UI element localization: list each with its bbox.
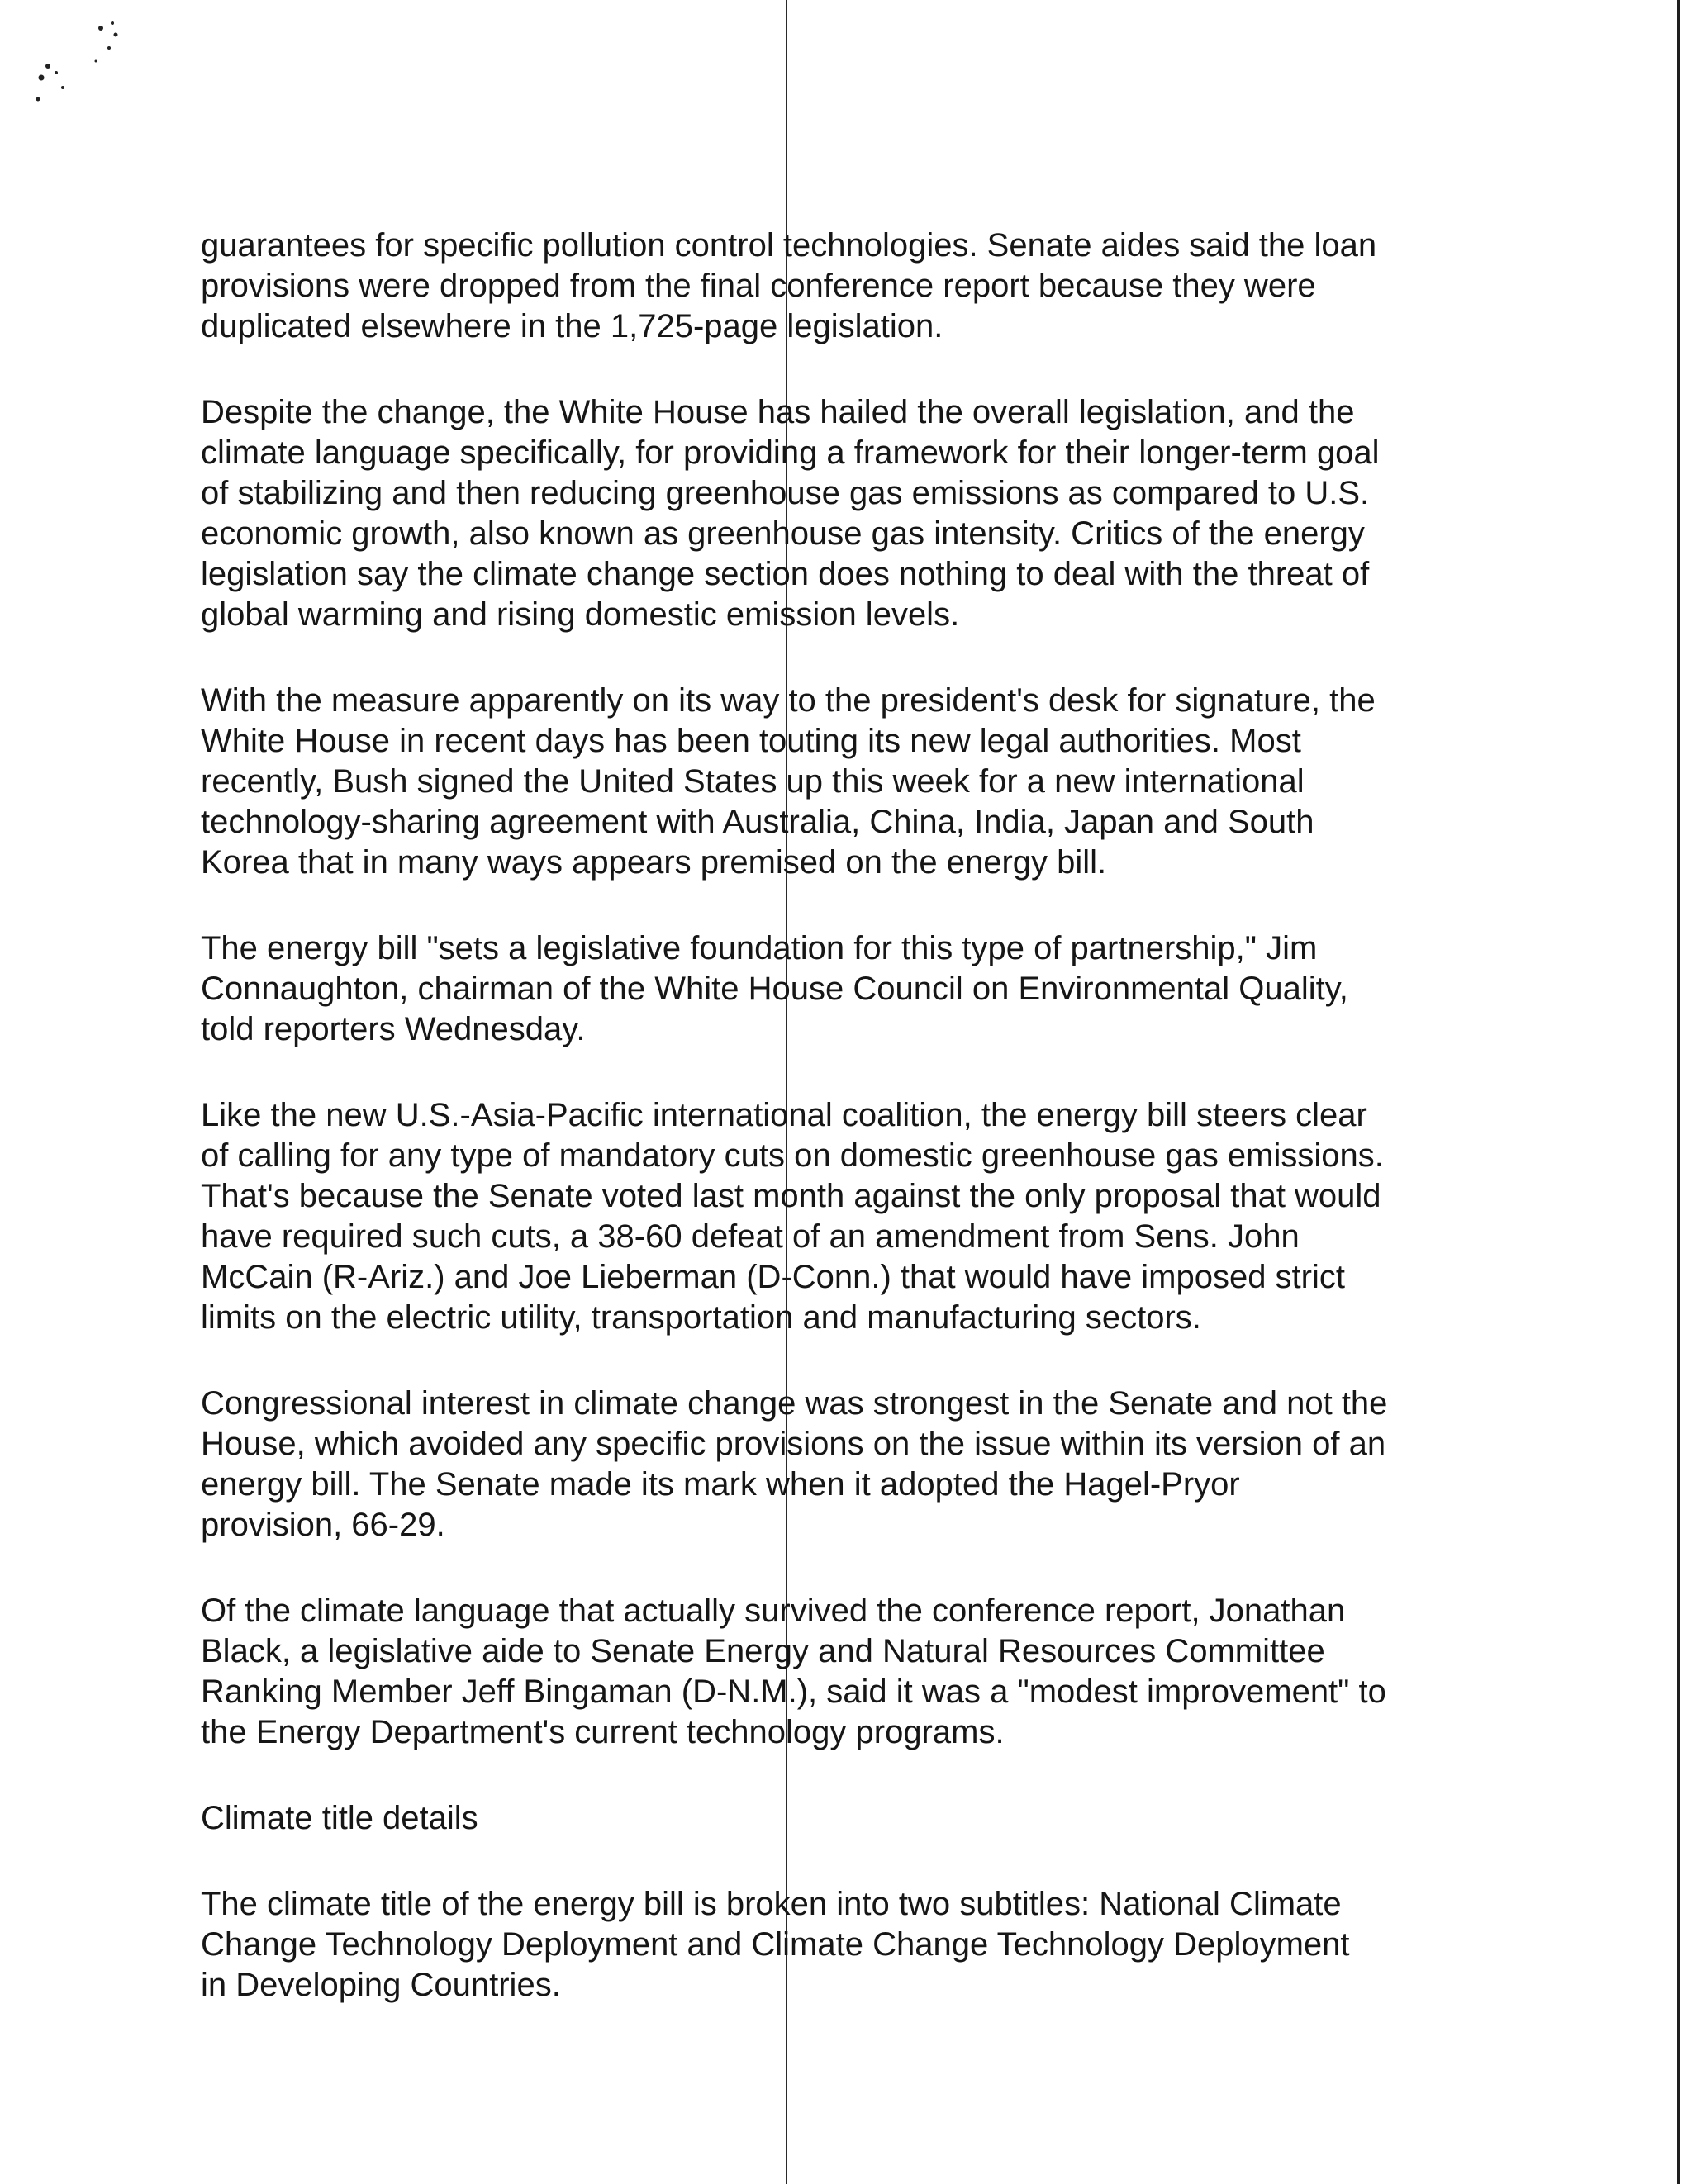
text-line: Congressional interest in climate change was strongest in the Senate and not the [201, 1385, 1388, 1422]
text-line: of stabilizing and then reducing greenhouse gas emissions as compared to U.S. [201, 475, 1370, 511]
text-line: Black, a legislative aide to Senate Energy and Natural Resources Committee [201, 1633, 1325, 1669]
speck [45, 64, 50, 69]
text-line: told reporters Wednesday. [201, 1011, 586, 1047]
text-line: Despite the change, the White House has hailed the overall legislation, and the [201, 394, 1355, 430]
text-line: Korea that in many ways appears premised on the energy bill. [201, 844, 1107, 881]
text-line: economic growth, also known as greenhouse gas intensity. Critics of the energy [201, 515, 1365, 552]
text-line: in Developing Countries. [201, 1967, 561, 2003]
text-line: Change Technology Deployment and Climate Change Technology Deployment [201, 1926, 1350, 1963]
paragraph-2 [201, 392, 1457, 635]
paragraph-6 [201, 1384, 1457, 1545]
text-line: House, which avoided any specific provisions on the issue within its version of an [201, 1426, 1386, 1462]
text-line: With the measure apparently on its way to the president's desk for signature, the [201, 682, 1376, 719]
text-line: limits on the electric utility, transportation and manufacturing sectors. [201, 1299, 1201, 1336]
text-line: global warming and rising domestic emission levels. [201, 596, 960, 633]
text-line: Of the climate language that actually survived the conference report, Jonathan [201, 1593, 1346, 1629]
speck [55, 71, 58, 74]
paragraph-3 [201, 681, 1457, 883]
speck [111, 21, 114, 25]
section-heading: Climate title details [201, 1800, 478, 1836]
text-line: of calling for any type of mandatory cuts on domestic greenhouse gas emissions. [201, 1137, 1384, 1174]
text-line: McCain (R-Ariz.) and Joe Lieberman (D-Conn.) that would have imposed strict [201, 1259, 1345, 1295]
scan-edge-line [1677, 0, 1680, 2184]
text-line: recently, Bush signed the United States up this week for a new international [201, 763, 1305, 800]
speck [98, 26, 103, 31]
paragraph-final [201, 1884, 1457, 2006]
text-line: the Energy Department's current technology programs. [201, 1714, 1005, 1750]
text-line: The climate title of the energy bill is broken into two subtitles: National Climate [201, 1886, 1342, 1922]
speck [61, 86, 64, 89]
speck [39, 75, 45, 81]
text-line: Like the new U.S.-Asia-Pacific international coalition, the energy bill steers clear [201, 1097, 1367, 1133]
speck [95, 60, 97, 63]
text-line: provisions were dropped from the final conference report because they were [201, 268, 1316, 304]
text-line: have required such cuts, a 38-60 defeat of an amendment from Sens. John [201, 1218, 1300, 1255]
text-line: The energy bill "sets a legislative foundation for this type of partnership," Jim [201, 930, 1318, 966]
text-line: guarantees for specific pollution control technologies. Senate aides said the loan [201, 227, 1377, 264]
text-line: That's because the Senate voted last month against the only proposal that would [201, 1178, 1381, 1214]
paragraph-5 [201, 1095, 1457, 1338]
text-line: provision, 66-29. [201, 1507, 445, 1543]
paragraph-1 [201, 226, 1457, 347]
text-line: Ranking Member Jeff Bingaman (D-N.M.), said it was a "modest improvement" to [201, 1674, 1386, 1710]
paragraph-4 [201, 928, 1457, 1050]
text-line: climate language specifically, for providing a framework for their longer-term goal [201, 434, 1380, 471]
speck [36, 97, 40, 102]
text-line: Connaughton, chairman of the White House Council on Environmental Quality, [201, 971, 1348, 1007]
article-body [201, 226, 1457, 2051]
text-line: energy bill. The Senate made its mark when it adopted the Hagel-Pryor [201, 1466, 1240, 1503]
text-line: duplicated elsewhere in the 1,725-page legislation. [201, 308, 943, 344]
text-line: legislation say the climate change section does nothing to deal with the threat of [201, 556, 1370, 592]
speck [114, 33, 118, 37]
paragraph-7 [201, 1591, 1457, 1753]
speck [107, 46, 111, 50]
text-line: White House in recent days has been touting its new legal authorities. Most [201, 723, 1301, 759]
scan-specks-decoration [23, 15, 131, 122]
text-line: technology-sharing agreement with Australia, China, India, Japan and South [201, 804, 1314, 840]
